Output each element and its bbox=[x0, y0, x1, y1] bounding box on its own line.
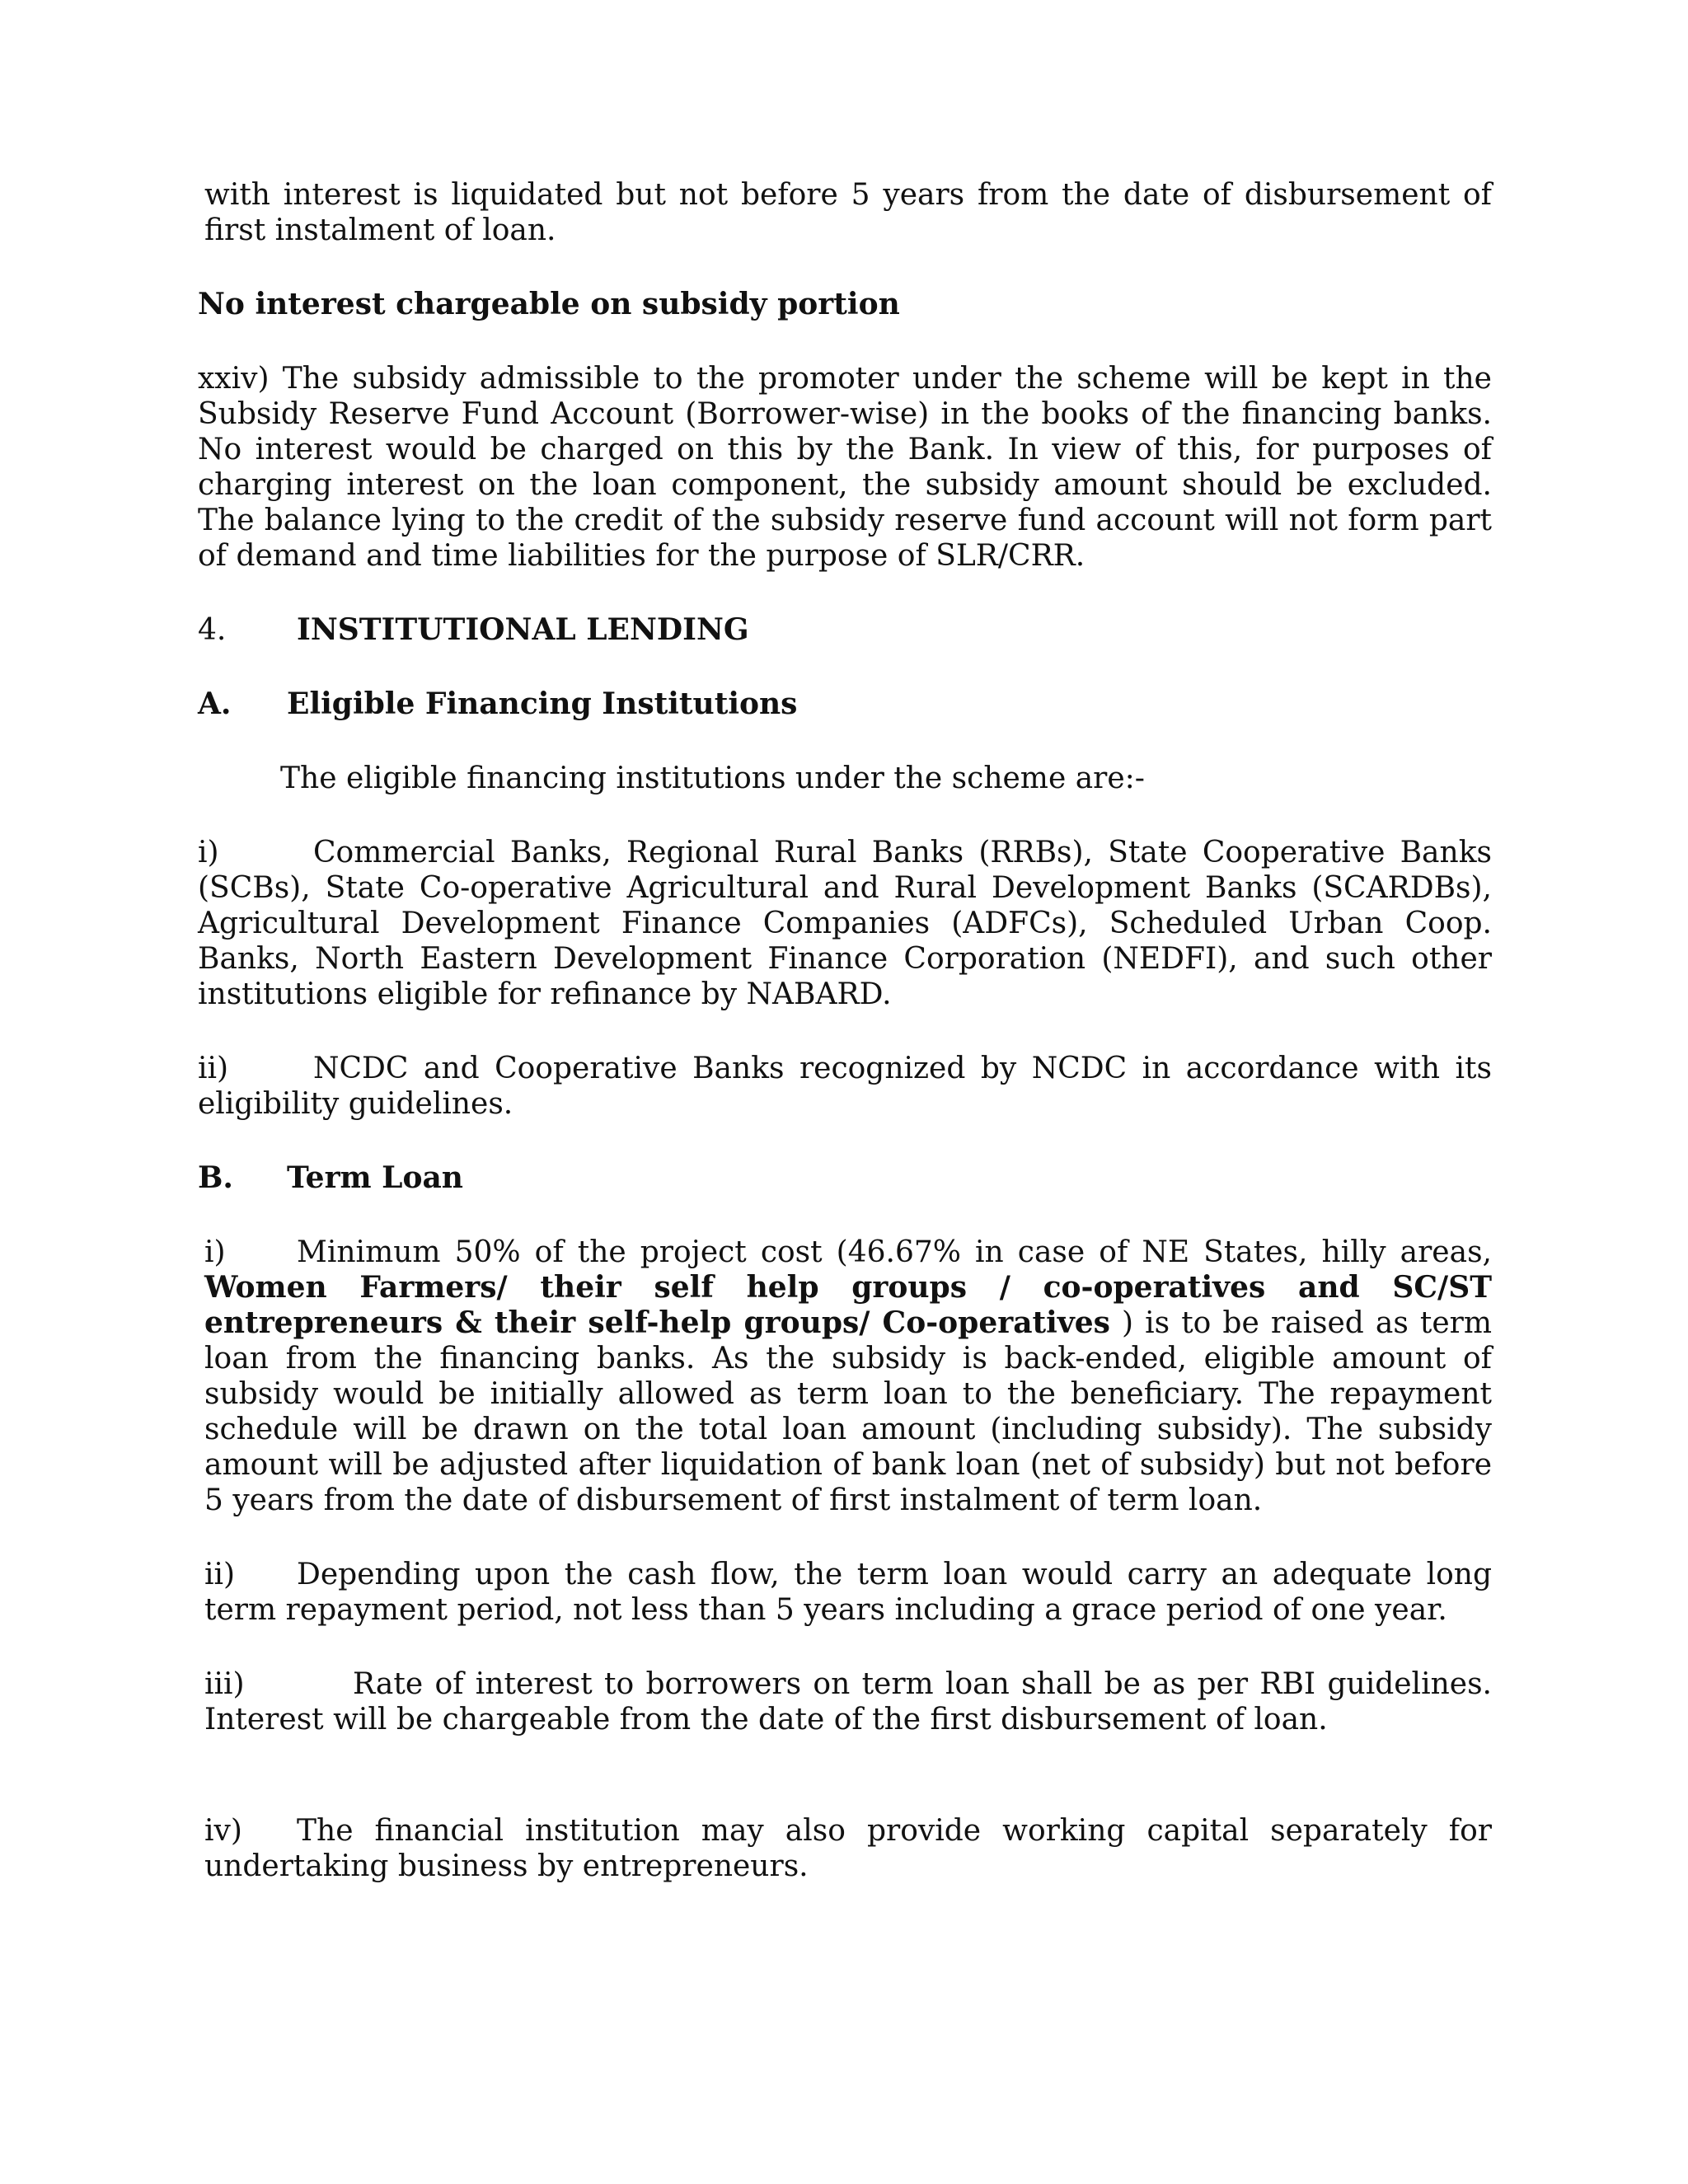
section-b-heading bbox=[198, 1160, 1492, 1196]
section-a-number: A. bbox=[198, 687, 232, 721]
item-marker: i) bbox=[204, 1235, 226, 1269]
section-a-intro: The eligible financing institutions under the scheme are:- bbox=[280, 762, 1145, 795]
item-marker: i) bbox=[198, 836, 219, 869]
section-b-number: B. bbox=[198, 1160, 233, 1195]
item-text: The financial institution may also provide working capital separately for undertaking business by entrepreneurs. bbox=[204, 1814, 1492, 1883]
document-page bbox=[198, 177, 1492, 1884]
item-text-bold: Women Farmers/ their self help groups / co-operatives and SC/ST entrepreneurs & their self-help groups/ Co-operatives bbox=[204, 1270, 1492, 1340]
section-a-heading bbox=[198, 687, 1492, 722]
section-b-item-1 bbox=[198, 1235, 1492, 1518]
section-4-heading bbox=[198, 612, 1492, 648]
no-interest-heading: No interest chargeable on subsidy portion bbox=[198, 287, 900, 321]
item-marker: iv) bbox=[204, 1814, 242, 1848]
item-text: Rate of interest to borrowers on term loan shall be as per RBI guidelines. Interest will be chargeable from the date of the first disbursement of loan. bbox=[204, 1667, 1492, 1736]
section-b-item-3 bbox=[198, 1666, 1492, 1737]
section-4-title: INSTITUTIONAL LENDING bbox=[297, 612, 749, 647]
item-marker: ii) bbox=[204, 1558, 236, 1591]
section-a-item-2 bbox=[198, 1051, 1492, 1122]
item-marker: ii) bbox=[198, 1052, 229, 1085]
item-text: NCDC and Cooperative Banks recognized by NCDC in accordance with its eligibility guidelines. bbox=[198, 1052, 1492, 1121]
section-a-item-1 bbox=[198, 835, 1492, 1012]
section-b-title: Term Loan bbox=[287, 1160, 463, 1195]
section-b-item-2 bbox=[198, 1557, 1492, 1628]
section-b-item-4 bbox=[198, 1813, 1492, 1884]
intro-paragraph: with interest is liquidated but not before 5 years from the date of disbursement of first instalment of loan. bbox=[204, 178, 1492, 247]
item-text-before: Minimum 50% of the project cost (46.67% in case of NE States, hilly areas, bbox=[297, 1235, 1492, 1269]
section-4-number: 4. bbox=[198, 613, 227, 647]
subsidy-reserve-paragraph: xxiv) The subsidy admissible to the promoter under the scheme will be kept in the Subsidy Reserve Fund Account (Borrower-wise) in the books of the financing banks. No interest would be charged on this by the Bank. In view of this, for purposes of charging interest on the loan component, the subsidy amount should be excluded. The balance lying to the credit of the subsidy reserve fund account will not form part of demand and time liabilities for the purpose of SLR/CRR. bbox=[198, 362, 1492, 573]
section-a-title: Eligible Financing Institutions bbox=[287, 687, 798, 721]
item-marker: iii) bbox=[204, 1667, 245, 1701]
item-text: Depending upon the cash flow, the term loan would carry an adequate long term repayment period, not less than 5 years including a grace period of one year. bbox=[204, 1558, 1492, 1627]
item-text-after: ) is to be raised as term loan from the financing banks. As the subsidy is back-ended, eligible amount of subsidy would be initially allowed as term loan to the beneficiary. The repayment schedule will be drawn on the total loan amount (including subsidy). The subsidy amount will be adjusted after liquidation of bank loan (net of subsidy) but not before 5 years from the date of disbursement of first instalment of term loan. bbox=[204, 1306, 1493, 1517]
item-text: Commercial Banks, Regional Rural Banks (RRBs), State Cooperative Banks (SCBs), State Co-operative Agricultural and Rural Development Banks (SCARDBs), Agricultural Development Finance Companies (ADFCs), Scheduled Urban Coop. Banks, North Eastern Development Finance Corporation (NEDFI), and such other institutions eligible for refinance by NABARD. bbox=[198, 836, 1492, 1011]
